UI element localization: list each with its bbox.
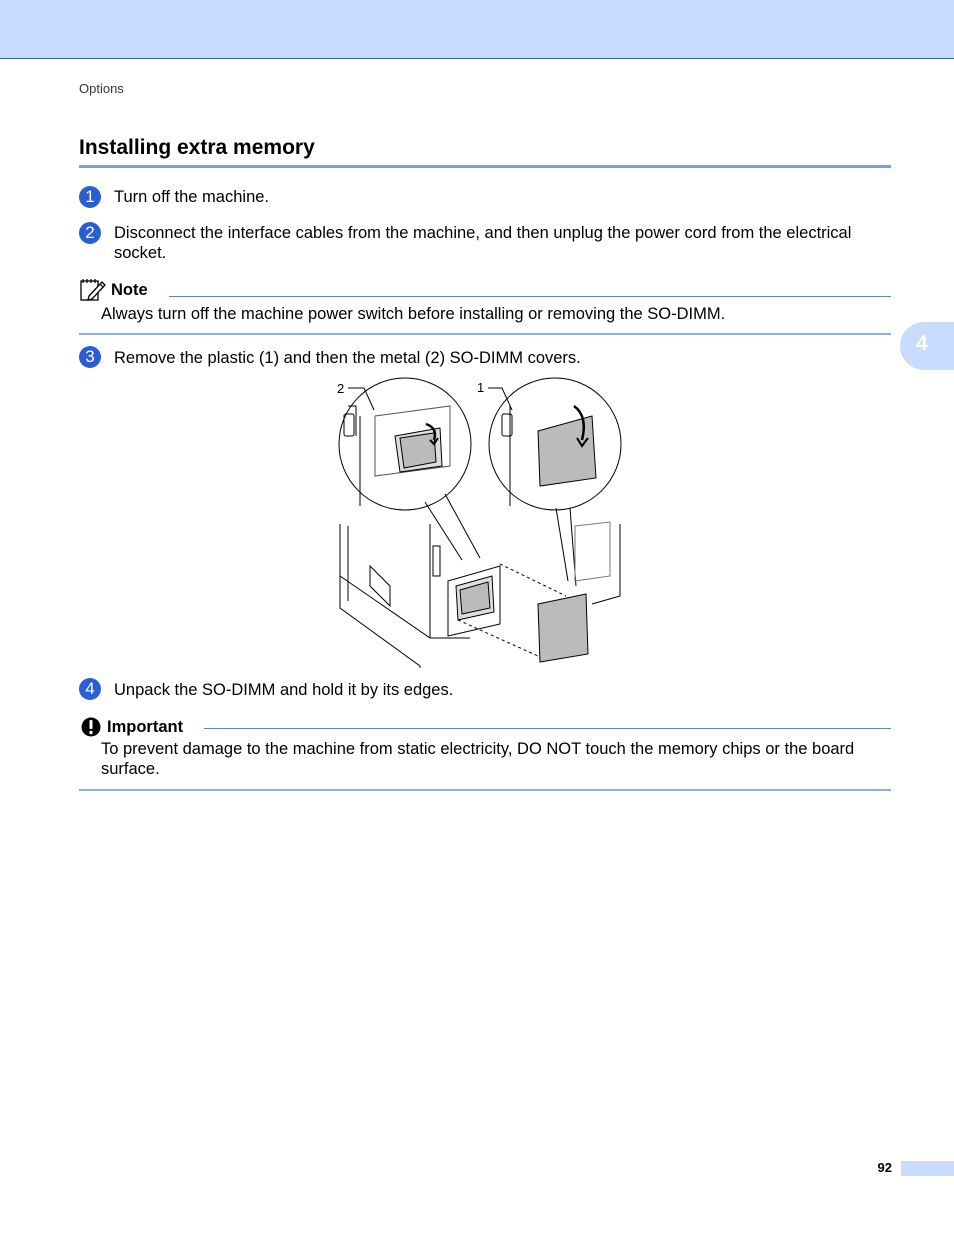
footer-bar (901, 1161, 954, 1176)
step-3-badge: 3 (79, 346, 101, 368)
note-text: Always turn off the machine power switch before installing or removing the SO-DIMM. (101, 305, 726, 323)
section-label: Options (79, 81, 124, 96)
step-4-badge: 4 (79, 678, 101, 700)
important-label: Important (107, 717, 184, 736)
note-rule (169, 296, 891, 297)
step-2-badge: 2 (79, 222, 101, 244)
note-end-rule (79, 333, 891, 335)
step-1-text: Turn off the machine. (114, 188, 270, 206)
callout-1-label: 1 (477, 380, 485, 395)
step-1-badge: 1 (79, 186, 101, 208)
exclamation-icon (79, 715, 103, 739)
important-text: To prevent damage to the machine from static electricity, DO NOT touch the memory chips or the board surface. (101, 740, 855, 778)
callout-2-label: 2 (337, 381, 345, 396)
so-dimm-cover-illustration (330, 376, 630, 668)
chapter-tab (900, 322, 954, 370)
note-header (79, 278, 148, 302)
chapter-number: 4 (916, 332, 928, 355)
page-number: 92 (877, 1160, 892, 1175)
page-title: Installing extra memory (79, 136, 315, 159)
step-4-text: Unpack the SO-DIMM and hold it by its edges. (114, 681, 454, 699)
important-rule (204, 728, 891, 729)
title-rule (79, 165, 891, 168)
header-band (0, 0, 954, 59)
important-header (79, 715, 183, 739)
step-3-text: Remove the plastic (1) and then the metal (2) SO-DIMM covers. (114, 349, 581, 367)
note-pad-icon (79, 278, 107, 302)
step-2-text: Disconnect the interface cables from the machine, and then unplug the power cord from the electrical socket. (114, 224, 852, 262)
note-label: Note (111, 280, 148, 299)
important-end-rule (79, 789, 891, 791)
